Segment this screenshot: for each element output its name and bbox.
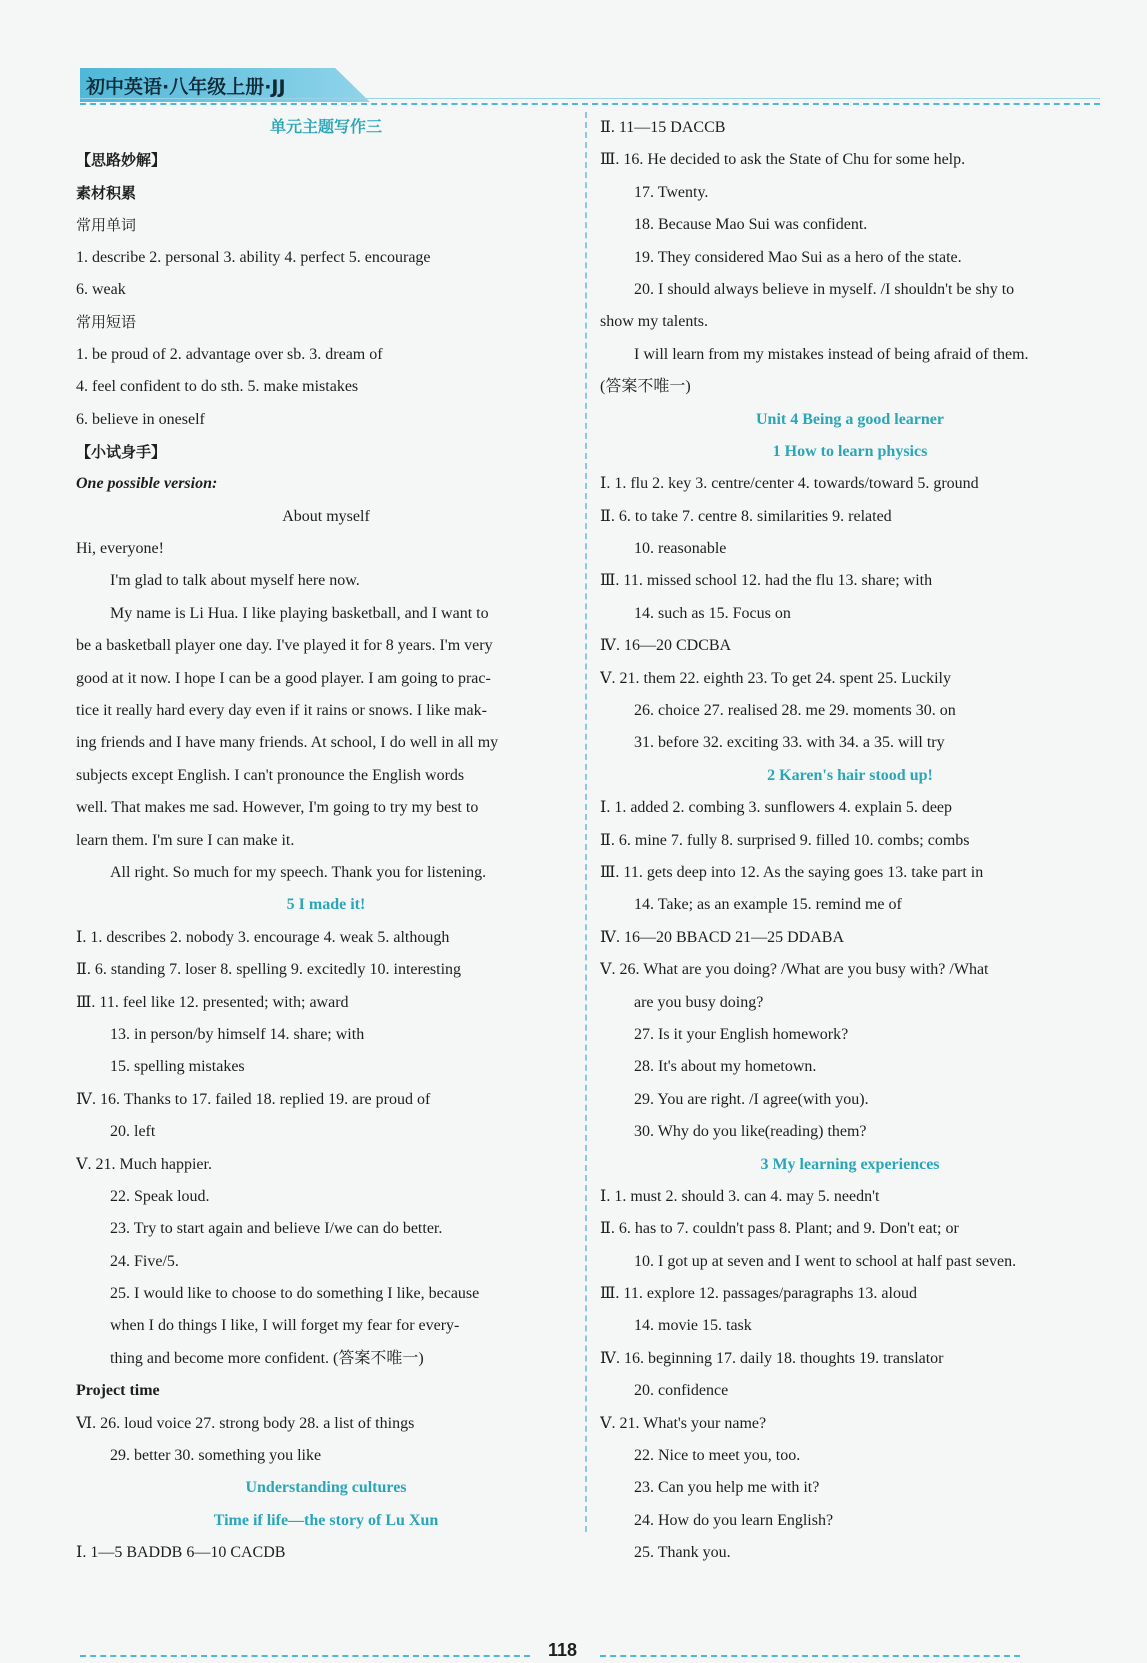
left-line: Ⅰ. 1—5 BADDB 6—10 CACDB <box>76 1544 286 1562</box>
left-line: Ⅵ. 26. loud voice 27. strong body 28. a list of things <box>76 1414 415 1432</box>
left-line: Time if life—the story of Lu Xun <box>213 1511 439 1529</box>
left-line: About myself <box>282 507 370 525</box>
left-line: All right. So much for my speech. Thank you for listening. <box>110 863 487 881</box>
right-line: 10. I got up at seven and I went to school at half past seven. <box>634 1252 1017 1270</box>
left-line: 25. I would like to choose to do something I like, because <box>110 1285 480 1303</box>
left-line: tice it really hard every day even if it rains or snows. I like mak- <box>76 702 487 720</box>
left-line: 素材积累 <box>76 183 137 202</box>
right-line: 25. Thank you. <box>634 1544 731 1562</box>
right-line: 20. I should always believe in myself. /I shouldn't be shy to <box>634 280 1015 298</box>
left-line: 1. be proud of 2. advantage over sb. 3. dream of <box>76 345 383 363</box>
left-line: 常用单词 <box>76 216 137 235</box>
right-line: 3 My learning experiences <box>760 1155 940 1173</box>
left-line: learn them. I'm sure I can make it. <box>76 831 295 849</box>
right-line: 30. Why do you like(reading) them? <box>634 1123 867 1141</box>
right-line: Ⅲ. 11. missed school 12. had the flu 13. share; with <box>600 572 933 590</box>
right-line: Unit 4 Being a good learner <box>756 410 944 428</box>
right-line: Ⅲ. 16. He decided to ask the State of Chu for some help. <box>600 151 966 169</box>
left-line: well. That makes me sad. However, I'm going to try my best to <box>76 799 479 817</box>
left-line: 4. feel confident to do sth. 5. make mistakes <box>76 378 359 396</box>
left-line: thing and become more confident. (答案不唯一) <box>110 1349 424 1367</box>
left-line: 23. Try to start again and believe I/we can do better. <box>110 1220 443 1238</box>
right-line: Ⅴ. 21. them 22. eighth 23. To get 24. spent 25. Luckily <box>600 669 951 687</box>
left-line: My name is Li Hua. I like playing basketball, and I want to <box>110 604 489 622</box>
right-line: Ⅳ. 16—20 CDCBA <box>600 637 732 655</box>
right-line: Ⅴ. 26. What are you doing? /What are you busy with? /What <box>600 961 989 979</box>
right-line: Ⅱ. 11—15 DACCB <box>600 119 726 136</box>
column-divider <box>585 112 587 1532</box>
right-line: 29. You are right. /I agree(with you). <box>634 1090 869 1108</box>
right-line: 18. Because Mao Sui was confident. <box>634 216 868 234</box>
right-line: (答案不唯一) <box>600 378 691 396</box>
right-line: Ⅲ. 11. explore 12. passages/paragraphs 13. aloud <box>600 1285 917 1303</box>
left-line: 常用短语 <box>76 313 137 332</box>
right-line: Ⅲ. 11. gets deep into 12. As the saying goes 13. take part in <box>600 863 984 881</box>
left-line: 【小试身手】 <box>76 442 167 461</box>
left-line: 5 I made it! <box>286 896 366 914</box>
right-line: 17. Twenty. <box>634 183 709 201</box>
left-line: 单元主题写作三 <box>269 119 382 136</box>
right-line: 27. Is it your English homework? <box>634 1025 849 1043</box>
left-line: 20. left <box>110 1123 156 1141</box>
right-line: 14. movie 15. task <box>634 1317 752 1335</box>
left-column <box>76 112 576 1570</box>
left-line: One possible version: <box>76 475 218 493</box>
left-line: Ⅳ. 16. Thanks to 17. failed 18. replied 19. are proud of <box>76 1090 431 1108</box>
right-line: 14. such as 15. Focus on <box>634 604 791 622</box>
right-line: 28. It's about my hometown. <box>634 1058 817 1076</box>
right-line: 10. reasonable <box>634 540 727 558</box>
right-line: Ⅱ. 6. to take 7. centre 8. similarities 9. related <box>600 507 892 525</box>
page-number: 118 <box>548 1640 578 1660</box>
right-line: Ⅱ. 6. has to 7. couldn't pass 8. Plant; and 9. Don't eat; or <box>600 1220 959 1238</box>
right-line: 1 How to learn physics <box>772 442 928 460</box>
left-line: be a basketball player one day. I've played it for 8 years. I'm very <box>76 637 493 655</box>
left-line: 15. spelling mistakes <box>110 1058 245 1076</box>
left-line: Understanding cultures <box>245 1479 407 1497</box>
left-line: 13. in person/by himself 14. share; with <box>110 1025 365 1043</box>
left-line: 29. better 30. something you like <box>110 1447 322 1465</box>
left-line: I'm glad to talk about myself here now. <box>110 572 360 590</box>
right-line: 19. They considered Mao Sui as a hero of the state. <box>634 248 962 266</box>
left-line: good at it now. I hope I can be a good player. I am going to prac- <box>76 669 491 687</box>
left-line: 24. Five/5. <box>110 1252 179 1270</box>
right-line: 24. How do you learn English? <box>634 1511 834 1529</box>
header-title: 初中英语·八年级上册·JJ <box>86 76 286 98</box>
footer-rule-right <box>600 1655 1020 1657</box>
right-line: 20. confidence <box>634 1382 729 1400</box>
right-line: 14. Take; as an example 15. remind me of <box>634 896 902 914</box>
right-line: 22. Nice to meet you, too. <box>634 1447 801 1465</box>
header-dashed-rule <box>80 103 1100 105</box>
right-line: 2 Karen's hair stood up! <box>767 766 933 784</box>
right-line: Ⅴ. 21. What's your name? <box>600 1414 767 1432</box>
left-line: Ⅱ. 6. standing 7. loser 8. spelling 9. excitedly 10. interesting <box>76 961 462 979</box>
right-line: Ⅳ. 16—20 BBACD 21—25 DDABA <box>600 928 844 946</box>
left-line: Project time <box>76 1382 160 1400</box>
right-line: Ⅳ. 16. beginning 17. daily 18. thoughts 19. translator <box>600 1349 944 1367</box>
right-line: Ⅱ. 6. mine 7. fully 8. surprised 9. filled 10. combs; combs <box>600 831 970 849</box>
right-line: I will learn from my mistakes instead of being afraid of them. <box>634 345 1029 363</box>
left-line: subjects except English. I can't pronounce the English words <box>76 766 465 784</box>
header-rule <box>80 98 1100 99</box>
left-line: 【思路妙解】 <box>76 151 167 170</box>
right-line: show my talents. <box>600 313 708 331</box>
right-line: 23. Can you help me with it? <box>634 1479 820 1497</box>
left-line: 6. weak <box>76 280 126 298</box>
left-line: Hi, everyone! <box>76 540 164 558</box>
right-line: are you busy doing? <box>634 993 764 1011</box>
right-line: 26. choice 27. realised 28. me 29. moments 30. on <box>634 702 956 720</box>
left-line: ing friends and I have many friends. At school, I do well in all my <box>76 734 499 752</box>
left-line: Ⅴ. 21. Much happier. <box>76 1155 212 1173</box>
left-line: Ⅲ. 11. feel like 12. presented; with; award <box>76 993 349 1011</box>
right-line: Ⅰ. 1. must 2. should 3. can 4. may 5. needn't <box>600 1187 880 1205</box>
left-line: 22. Speak loud. <box>110 1187 210 1205</box>
left-line: 1. describe 2. personal 3. ability 4. perfect 5. encourage <box>76 248 431 266</box>
left-line: 6. believe in oneself <box>76 410 205 428</box>
left-line: when I do things I like, I will forget my fear for every- <box>110 1317 460 1335</box>
right-line: Ⅰ. 1. added 2. combing 3. sunflowers 4. explain 5. deep <box>600 799 953 817</box>
right-line: 31. before 32. exciting 33. with 34. a 35. will try <box>634 734 945 752</box>
left-line: Ⅰ. 1. describes 2. nobody 3. encourage 4. weak 5. although <box>76 928 450 946</box>
right-column <box>600 112 1100 1570</box>
footer-rule-left <box>80 1655 530 1657</box>
right-line: Ⅰ. 1. flu 2. key 3. centre/center 4. towards/toward 5. ground <box>600 475 979 493</box>
